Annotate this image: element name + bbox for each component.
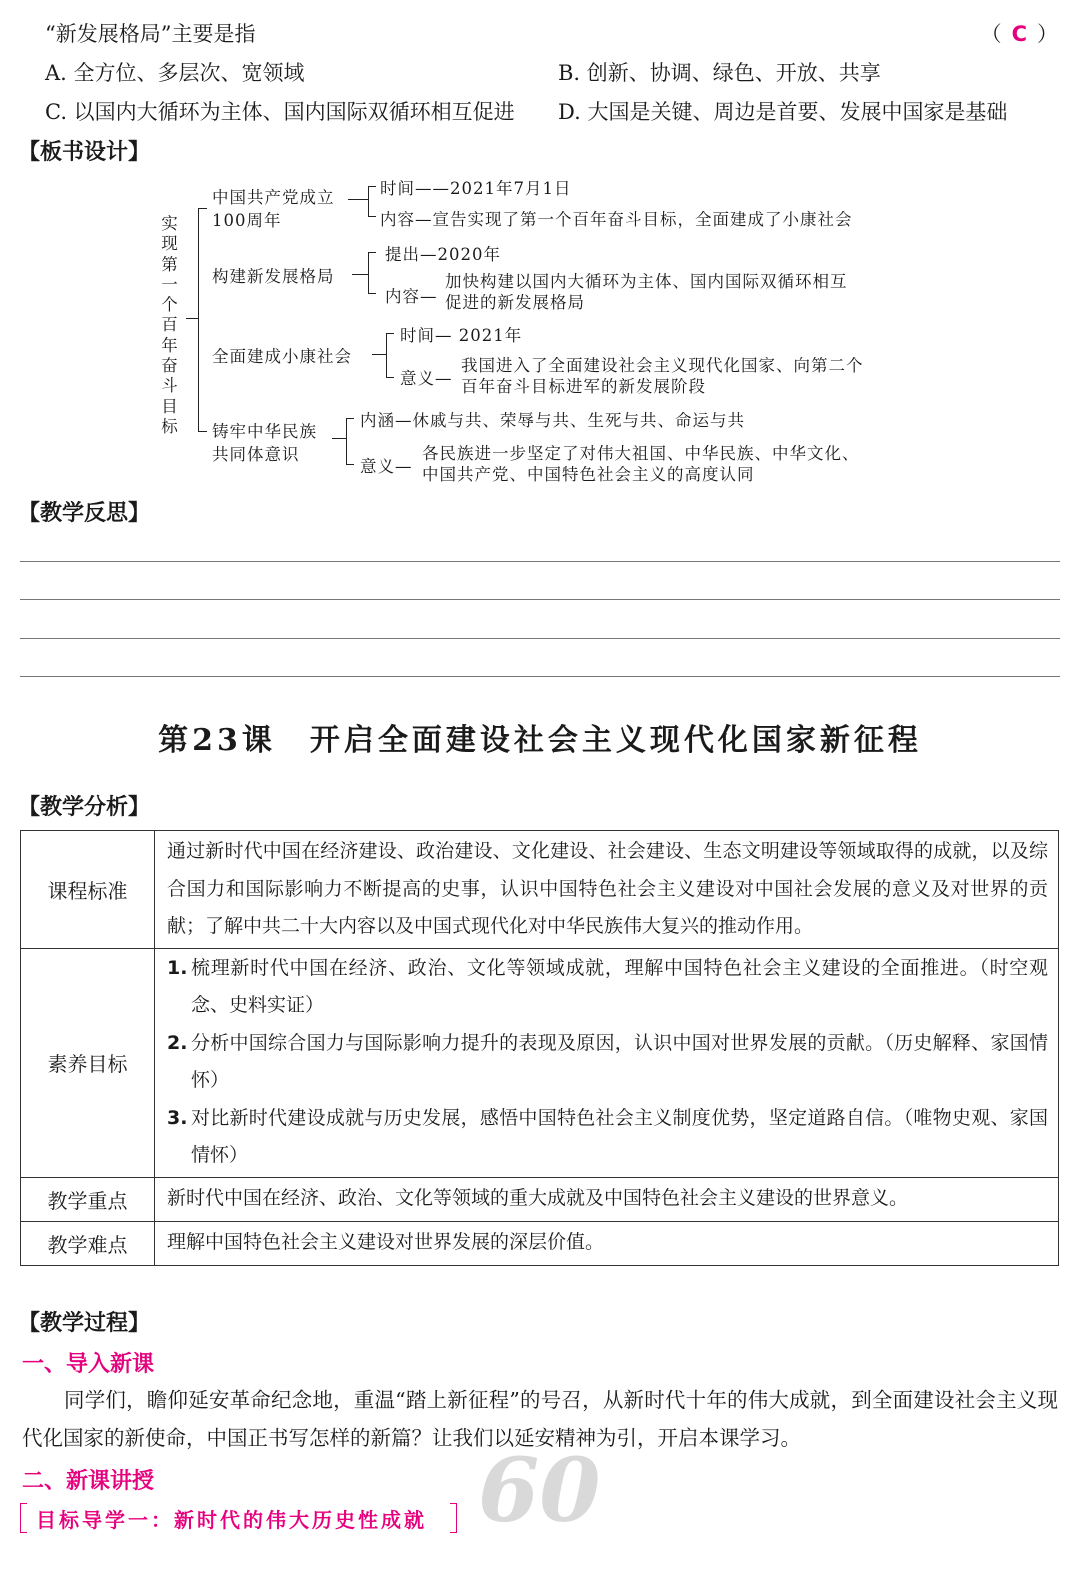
table-row	[21, 948, 1059, 1177]
option-c: C. 以国内大循环为主体、国内国际双循环相互促进	[45, 100, 515, 124]
branch1-bracket	[368, 186, 376, 217]
intro-heading: 一、导入新课	[22, 1352, 155, 1377]
branch3-meaning-key: 意义—	[400, 369, 453, 388]
reflection-line	[20, 561, 1060, 562]
option-a: A. 全方位、多层次、宽领域	[45, 61, 305, 85]
goal-text: 对比新时代建设成就与历史发展，感悟中国特色社会主义制度优势，坚定道路自信。	[191, 1106, 904, 1129]
branch2-content-line2: 促进的新发展格局	[445, 293, 585, 312]
diagram-root-title: 实现第一个百年奋斗目标	[161, 214, 179, 436]
table-row	[21, 1177, 1059, 1221]
main-connector	[186, 318, 199, 319]
goal-number: 3.	[167, 1106, 188, 1129]
branch4-connector	[332, 438, 346, 439]
branch2-bracket	[368, 252, 376, 294]
difficulty-text: 理解中国特色社会主义建设对世界发展的深层价值。	[155, 1221, 1059, 1265]
branch1-connector	[348, 199, 368, 200]
new-lesson-heading: 二、新课讲授	[22, 1469, 155, 1494]
goal-number: 2.	[167, 1031, 188, 1054]
branch2-label: 构建新发展格局	[212, 267, 335, 286]
reflection-line	[20, 599, 1060, 600]
goal-bar-right-bracket	[450, 1503, 457, 1533]
branch3-meaning-line2: 百年奋斗目标进军的新发展阶段	[461, 377, 706, 396]
reflection-heading: 【教学反思】	[18, 501, 151, 526]
branch3-label: 全面建成小康社会	[212, 347, 352, 366]
branch1-time: 时间——2021年7月1日	[380, 179, 572, 198]
branch4-meaning-line2: 中国共产党、中国特色社会主义的高度认同	[422, 465, 755, 484]
branch4-line2: 共同体意识	[212, 445, 300, 464]
goal-bar-text: 目标导学一：新时代的伟大历史性成就	[36, 1508, 427, 1532]
standard-label: 课程标准	[21, 831, 155, 949]
option-d: D. 大国是关键、周边是首要、发展中国家是基础	[558, 100, 1008, 124]
analysis-heading: 【教学分析】	[18, 795, 151, 820]
goals-label: 素养目标	[21, 948, 155, 1177]
option-b: B. 创新、协调、绿色、开放、共享	[558, 61, 881, 85]
branch2-content-line1: 加快构建以国内大循环为主体、国内国际双循环相互	[445, 272, 848, 291]
branch4-bracket	[346, 418, 354, 465]
branch1-line2: 100周年	[212, 211, 282, 230]
branch2-content-key: 内容—	[385, 287, 438, 306]
goal-item	[167, 950, 1048, 1025]
intro-paragraph: 同学们，瞻仰延安革命纪念地，重温“踏上新征程”的号召，从新时代十年的伟大成就，到全面建设社会主义现代化国家的新使命，中国正书写怎样的新篇？让我们以延安精神为引，开启本课学习。	[22, 1388, 1058, 1450]
goal-text: 分析中国综合国力与国际影响力提升的表现及原因，认识中国对世界发展的贡献。	[191, 1031, 885, 1054]
branch2-connector	[352, 274, 368, 275]
main-bracket	[198, 208, 207, 432]
goal-item	[167, 1100, 1048, 1175]
answer-bracket	[981, 18, 1058, 48]
goal-text: 梳理新时代中国在经济、政治、文化等领域成就，理解中国特色社会主义建设的全面推进。	[191, 956, 980, 979]
paren-close: ）	[1037, 22, 1058, 46]
branch4-line1: 铸牢中华民族	[212, 422, 317, 441]
branch4-connotation: 内涵—休戚与共、荣辱与共、生死与共、命运与共	[360, 411, 745, 430]
lesson-title: 第23课 开启全面建设社会主义现代化国家新征程	[158, 723, 922, 758]
table-row	[21, 831, 1059, 949]
question-stem: “新发展格局”主要是指	[45, 22, 256, 46]
goal-item	[167, 1025, 1048, 1100]
standard-text: 通过新时代中国在经济建设、政治建设、文化建设、社会建设、生态文明建设等领域取得的成就，以及综合国力和国际影响力不断提高的史事，认识中国特色社会主义建设对中国社会发展的意义及对世界的贡献；了解中共二十大内容以及中国式现代化对中华民族伟大复兴的推动作用。	[155, 831, 1059, 949]
table-row	[21, 1221, 1059, 1265]
branch3-time: 时间— 2021年	[400, 326, 523, 345]
goal-number: 1.	[167, 956, 188, 979]
goals-cell	[155, 948, 1059, 1177]
branch3-connector	[372, 354, 386, 355]
branch4-meaning-line1: 各民族进一步坚定了对伟大祖国、中华民族、中华文化、	[422, 444, 860, 463]
branch2-proposed: 提出—2020年	[385, 245, 501, 264]
reflection-line	[20, 676, 1060, 677]
branch3-bracket	[386, 333, 394, 378]
difficulty-label: 教学难点	[21, 1221, 155, 1265]
paren-open: （	[980, 22, 1002, 46]
page-number: 60	[478, 1438, 601, 1542]
key-text: 新时代中国在经济、政治、文化等领域的重大成就及中国特色社会主义建设的世界意义。	[155, 1177, 1059, 1221]
board-design-heading: 【板书设计】	[18, 140, 151, 165]
process-heading: 【教学过程】	[18, 1311, 151, 1336]
branch1-line1: 中国共产党成立	[212, 188, 335, 207]
goal-bar-left-bracket	[20, 1503, 27, 1533]
branch1-content: 内容—宣告实现了第一个百年奋斗目标，全面建成了小康社会	[380, 210, 853, 229]
branch3-meaning-line1: 我国进入了全面建设社会主义现代化国家、向第二个	[461, 356, 864, 375]
analysis-table	[20, 830, 1059, 1266]
goal-tag: （唯物史观、家国情怀）	[191, 1106, 1048, 1166]
answer-letter: C	[1011, 22, 1027, 46]
key-label: 教学重点	[21, 1177, 155, 1221]
goal-tag: （历史解释、家国情怀）	[191, 1031, 1048, 1091]
branch4-meaning-key: 意义—	[360, 457, 413, 476]
goal-tag: （时空观念、史料实证）	[191, 956, 1048, 1016]
reflection-line	[20, 638, 1060, 639]
